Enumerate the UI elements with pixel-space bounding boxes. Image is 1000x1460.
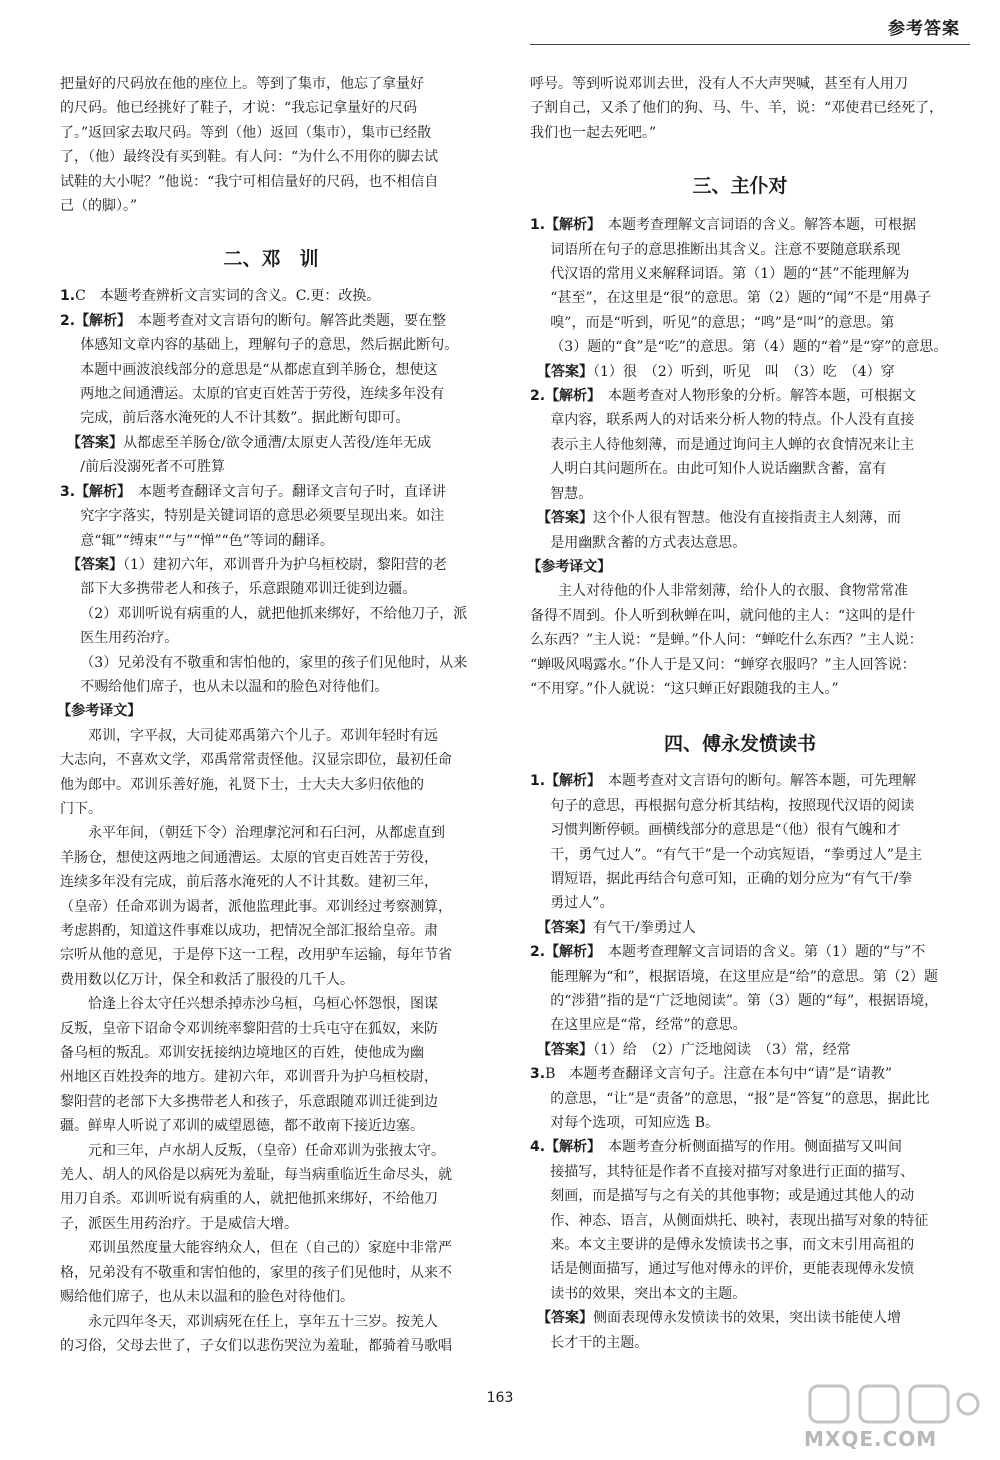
text-line: 医生用药治疗。 [80,630,179,647]
question-text: 本题考查翻译文言句子。翻译文言句子时，直译讲 [124,483,447,500]
translation-line: 么东西？”主人说：“是蝉。”仆人问：“蝉吃什么东西？”主人说： [530,632,923,649]
question-number: 1. [530,773,546,790]
text-line: 话是侧面描写，通过写他对傅永的评价，更能表现傅永发愤 [550,1261,915,1278]
translation-line: 他为郎中。邓训乐善好施，礼贤下士，士大夫大多归依他的 [60,776,424,793]
translation-line: 宗听从他的意见，于是停下这一工程，改用驴车运输，每年节省 [60,947,452,964]
text-line: /前后没溺死者不可胜算 [80,459,226,476]
translation-line: 羊肠仓，想使这两地之间通漕运。太原的官吏百姓苦于劳役， [60,849,438,866]
text-line: 的意思，“让”是“责备”的意思，“报”是“答复”的意思，据此比 [550,1090,930,1107]
question-4 [530,1135,950,1159]
answer-tag: 【答案】 [537,919,593,936]
analysis-tag: 【解析】 [545,217,595,234]
answer-tag: 【答案】 [537,1310,593,1327]
question-text: 本题考查对人物形象的分析。解答本题，可根据文 [594,388,917,405]
text-line: （2）邓训听说有病重的人，就把他抓来绑好，不给他刀子，派 [80,605,468,622]
question-number: 3. [530,1066,546,1083]
text-line: 意“辄”“缚束”“与”“惮”“色”等词的翻译。 [80,532,334,549]
text-line: 人明白其问题所在。由此可知仆人说话幽默含蓄，富有 [550,461,887,478]
page-number: 163 [486,1390,514,1406]
translation-line: 黎阳营的老部下大多携带老人和孩子，乐意跟随邓训迁徙到边 [60,1093,438,1110]
analysis-tag: 【解析】 [545,944,595,961]
translation-line: 子，派医生用药治疗。于是威信大增。 [60,1215,298,1232]
reference-tag: 【参考译文】 [527,558,612,575]
text-line: 词语所在句子的意思推断出其含义。注意不要随意联系现 [550,241,901,258]
translation-line: 备得不周到。仆人听到秋蝉在叫，就问他的主人：“这叫的是什 [530,607,916,624]
question-number: 2. [530,388,546,405]
answer-line [530,916,950,940]
continued-line: 呼号。等到听说邓训去世，没有人不大声哭喊，甚至有人用刀 [530,76,908,92]
translation-line: 主人对待他的仆人非常刻薄，给仆人的衣服、食物常常准 [558,583,908,600]
translation-line: “不用穿。”仆人就说：“这只蝉正好跟随我的主人。” [530,680,839,697]
question-text: 本题考查对文言语句的断句。解答本题，可先理解 [594,773,917,790]
text-line: 的“涉猎”指的是“广泛地阅读”。第（3）题的“每”，根据语境， [550,993,939,1009]
translation-line: 疆。鲜卑人听说了邓训的威望恩德，都不敢南下接近边塞。 [60,1118,424,1135]
answer-line [60,431,482,455]
translation-line: 邓训，字平叔，大司徒邓禹第六个儿子。邓训年轻时有远 [88,727,438,744]
question-text: 本题考查分析侧面描写的作用。侧面描写又叫间 [594,1139,903,1156]
text-line: 代汉语的常用义来解释词语。第（1）题的“甚”不能理解为 [550,266,910,283]
answer-line [530,1038,950,1062]
translation-line: 格，兄弟没有不敬重和害怕他的，家里的孩子们见他时，从来不 [60,1264,452,1281]
question-number: 2. [60,312,76,329]
text-line: 究字字落实，特别是关键词语的意思必须要呈现出来。如注 [80,508,445,525]
translation-line: 连续多年没有完成，前后落水淹死的人不计其数。建初三年， [60,874,438,891]
text-line: 能理解为“和”，根据语境，在这里应是“给”的意思。第（2）题 [550,968,938,985]
translation-line: “蝉吸风喝露水。”仆人于是又问：“蝉穿衣服吗？”主人回答说： [530,656,916,673]
answer-text: 侧面表现傅永发愤读书的效果，突出读书能使人增 [593,1310,901,1327]
text-line: 是用幽默含蓄的方式表达意思。 [550,534,747,551]
translation-line: 羌人、胡人的风俗是以病死为羞耻，每当病重临近生命尽头，就 [60,1167,452,1184]
answer-text: （1）很 （2）听到，听见 叫 （3）吃 （4）穿 [593,363,895,380]
answer-tag: 【答案】 [537,1041,593,1058]
left-column [57,72,482,1358]
answer-text: （1）建初六年，邓训晋升为护乌桓校尉，黎阳营的老 [123,556,447,573]
text-line: 刻画，而是描写与之有关的其他事物；或是通过其他人的动 [550,1188,915,1205]
translation-line: 永元四年冬天，邓训病死在任上，享年五十三岁。按羌人 [88,1313,438,1330]
text-line: 章内容，联系两人的对话来分析人物的特点。仆人没有直接 [550,412,915,429]
question-number: 2. [530,944,546,961]
text-line: 部下大多携带老人和孩子，乐意跟随邓训迁徙到边疆。 [80,581,417,598]
analysis-tag: 【解析】 [545,773,595,790]
translation-line: 邓训虽然度量大能容纳众人，但在（自己的）家庭中非常严 [88,1240,452,1257]
text-line: 智慧。 [550,485,593,502]
answer-text: （1）给 （2）广泛地阅读 （3）常，经常 [593,1041,851,1058]
question-1 [530,213,950,237]
question-text: 本题考查对文言语句的断句。解答此类题，要在整 [124,312,447,329]
answer-text: 从都虑至羊肠仓/欲令通漕/太原吏人苦役/连年无成 [123,434,432,451]
section-title-zhu-pu-dui: 三、主仆对 [692,175,788,198]
text-line: 谓短语，据此再结合句意可知，正确的划分应为“有气干/拳 [550,870,913,887]
translation-line: 费用数以亿万计，保全和救活了服役的几千人。 [60,971,354,988]
answer-text: 有气干/拳勇过人 [593,919,696,936]
watermark-url: MXQE.COM [804,1427,938,1451]
analysis-tag: 【解析】 [545,1139,595,1156]
text-line: “甚至”，在这里是“很”的意思。第（2）题的“闻”不是“用鼻子 [550,290,932,307]
question-text: 本题考查理解文言词语的含义。解答本题，可根据 [594,217,917,234]
answer-tag: 【答案】 [67,556,123,573]
intro-line: 了，（他）最终没有买到鞋。有人问：“为什么不用你的脚去试 [60,149,439,166]
intro-line: 试鞋的大小呢？”他说：“我宁可相信量好的尺码，也不相信自 [60,173,439,190]
watermark [790,1380,990,1454]
question-text: C 本题考查辨析文言实词的含义。C.更：改换。 [75,288,381,305]
translation-line: 大志向，不喜欢文学，邓禹常常责怪他。汉显宗即位，最初任命 [60,752,452,769]
text-line: 完成，前后落水淹死的人不计其数”。据此断句即可。 [80,410,410,427]
answer-text: 这个仆人很有智慧。他没有直接指责主人刻薄，而 [593,510,901,527]
text-line: 勇过人”。 [550,895,614,912]
answer-tag: 【答案】 [537,363,593,380]
translation-line: 备乌桓的叛乱。邓训安抚接纳边境地区的百姓，使他成为幽 [60,1045,424,1062]
text-line: 表示主人待他刻薄，而是通过询问主人蝉的衣食情况来让主 [550,436,915,453]
text-line: 在这里应是“常，经常”的意思。 [550,1017,747,1034]
text-line: 嗅”，而是“听到，听见”的意思；“鸣”是“叫”的意思。第 [550,314,895,331]
intro-line: 己（的脚）。” [60,198,138,215]
answer-tag: 【答案】 [67,434,123,451]
continued-line: 我们也一起去死吧。” [530,124,657,141]
question-number: 4. [530,1139,546,1156]
translation-line: 反叛，皇帝下诏命令邓训统率黎阳营的士兵屯守在狐奴，来防 [60,1020,438,1037]
translation-line: （皇帝）任命邓训为谒者，派他监理此事。邓训经过考察测算， [60,898,452,915]
text-line: 作、神态、语言，从侧面烘托、映衬，表现出描写对象的特征 [550,1212,929,1229]
text-line: 不赐给他们席子，也从未以温和的脸色对待他们。 [80,678,389,695]
section-title-fu-yong: 四、傅永发愤读书 [663,733,816,756]
translation-line: 恰逢上谷太守任兴想杀掉赤沙乌桓，乌桓心怀怨恨，图谋 [88,996,438,1013]
reference-tag: 【参考译文】 [57,703,142,720]
question-3 [60,480,482,504]
translation-line: 的习俗，父母去世了，子女们以悲伤哭泣为羞耻，都骑着马歌唱 [60,1337,452,1354]
text-line: 对每个选项，可知应选 B。 [550,1115,720,1132]
question-text: B 本题考查翻译文言句子。注意在本句中“请”是“请教” [545,1066,892,1083]
translation-line: 考虑斟酌，知道这件事难以成功，把情况全部汇报给皇帝。肃 [60,923,438,939]
question-number: 1. [60,288,76,305]
text-line: 习惯判断停顿。画横线部分的意思是“（他）很有气魄和才 [550,822,901,839]
translation-line: 门下。 [60,800,102,817]
text-line: 干，勇气过人”。“有气干”是一个动宾短语，“拳勇过人”是主 [550,846,923,863]
reference-translation-heading [57,699,482,723]
translation-line: 赐给他们席子，也从未以温和的脸色对待他们。 [60,1289,354,1306]
translation-line: 永平年间，（朝廷下令）治理虖沱河和石臼河，从都虑直到 [88,825,445,842]
question-text: 本题考查理解文言词语的含义。第（1）题的“与”不 [594,944,926,961]
watermark-logo-icon [790,1380,990,1430]
text-line: 两地之间通漕运。太原的官吏百姓苦于劳役，连续多年没有 [80,386,445,403]
reference-translation-heading [527,555,950,579]
continued-line: 子割自己，又杀了他们的狗、马、牛、羊，说：“邓使君已经死了， [530,100,944,117]
question-2 [60,309,482,333]
answer-line [530,1306,950,1330]
answer-line [530,506,950,530]
answer-line [60,553,482,577]
text-line: 本题中画波浪线部分的意思是“从都虑直到羊肠仓，想使这 [80,361,438,378]
analysis-tag: 【解析】 [545,388,595,405]
question-2 [530,940,950,964]
text-line: 读书的效果，突出本文的主题。 [550,1285,747,1302]
question-3 [530,1062,950,1086]
section-title-deng-xun: 二、邓 训 [223,248,319,271]
answer-line [530,360,950,384]
translation-line: 元和三年，卢水胡人反叛，（皇帝）任命邓训为张掖太守。 [88,1142,445,1159]
text-line: 体感知文章内容的基础上，理解句子的意思，然后据此断句。 [80,337,459,354]
header-title: 参考答案 [888,19,960,39]
text-line: 接描写，其特征是作者不直接对描写对象进行正面的描写、 [550,1163,915,1180]
intro-line: 的尺码。他已经挑好了鞋子，才说：“我忘记拿量好的尺码 [60,100,418,117]
header-divider [530,44,970,45]
analysis-tag: 【解析】 [75,312,125,329]
text-line: 来。本文主要讲的是傅永发愤读书之事，而文末引用高祖的 [550,1237,915,1254]
text-line: （3）题的“食”是“吃”的意思。第（4）题的“着”是“穿”的意思。 [550,339,948,356]
right-column [527,72,950,1355]
question-2 [530,384,950,408]
text-line: 句子的意思，再根据句意分析其结构，按照现代汉语的阅读 [550,797,915,814]
intro-line: 把量好的尺码放在他的座位上。等到了集市，他忘了拿量好 [60,76,424,92]
answer-tag: 【答案】 [537,510,593,527]
question-1 [530,769,950,793]
translation-line: 州地区百姓投奔的地方。建初六年，邓训晋升为护乌桓校尉， [60,1069,438,1086]
text-line: （3）兄弟没有不敬重和害怕他的，家里的孩子们见他时，从来 [80,654,468,671]
translation-line: 用刀自杀。邓训听说有病重的人，就把他抓来绑好，不给他刀 [60,1191,438,1208]
analysis-tag: 【解析】 [75,483,125,500]
question-number: 3. [60,483,76,500]
intro-line: 了。”返回家去取尺码。等到（他）返回（集市），集市已经散 [60,124,432,141]
question-1 [60,284,482,308]
question-number: 1. [530,217,546,234]
text-line: 长才干的主题。 [550,1334,649,1351]
